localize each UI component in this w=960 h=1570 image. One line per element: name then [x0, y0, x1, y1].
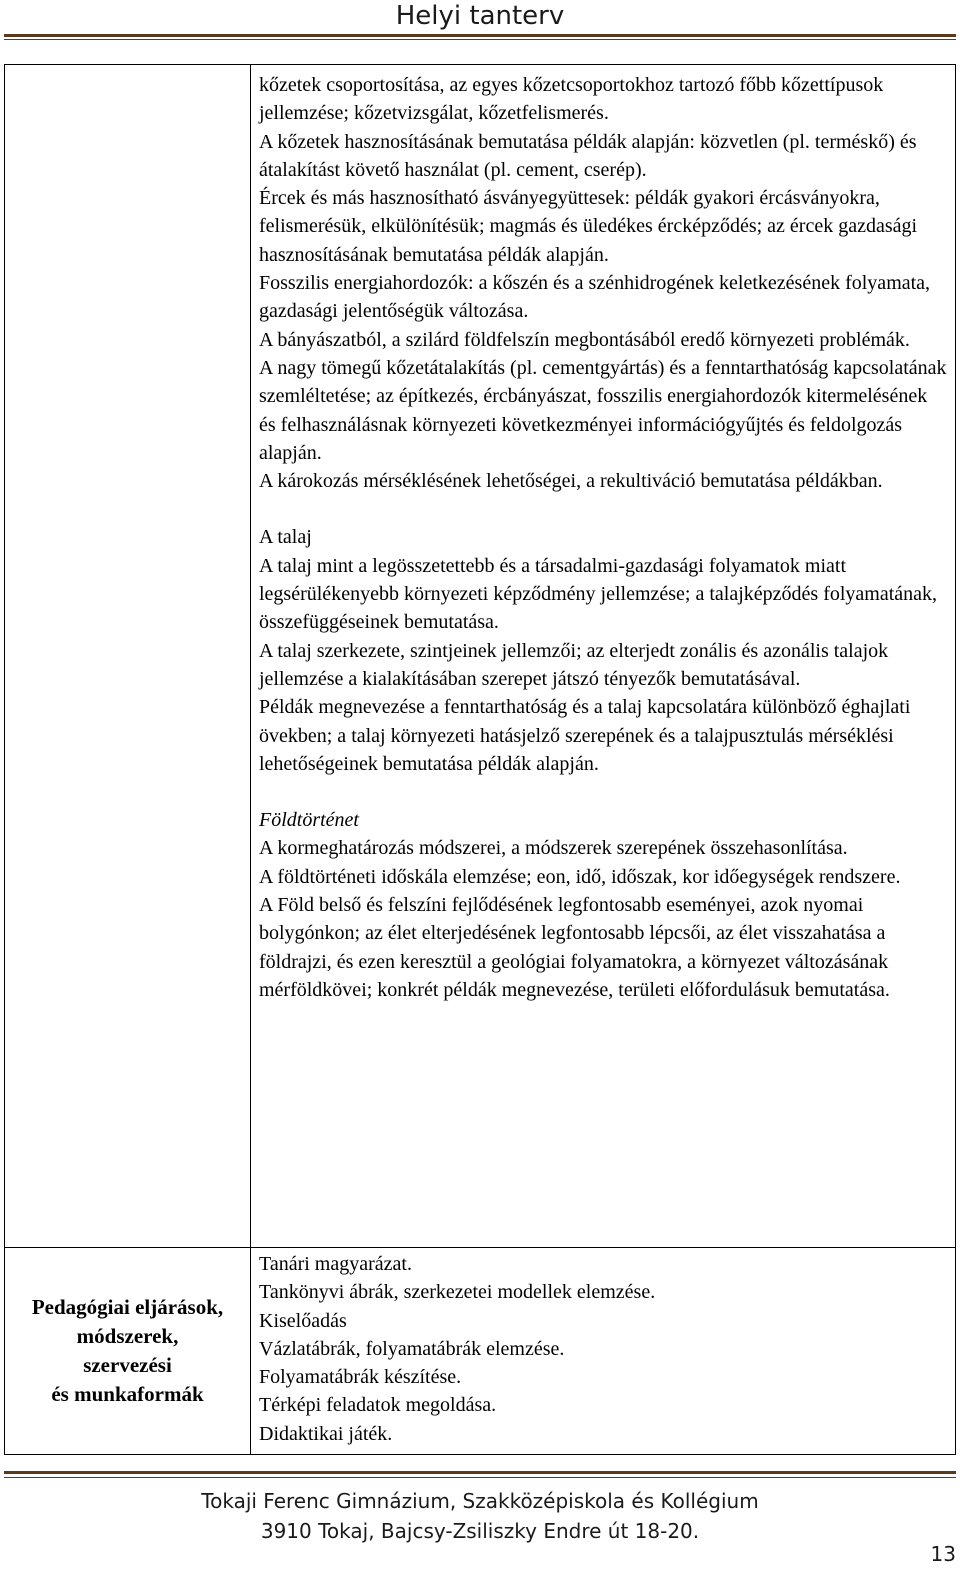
methods-label-cell — [5, 1248, 251, 1455]
header-rule-thin — [4, 39, 956, 40]
methods-item: Vázlatábrák, folyamatábrák elemzése. — [259, 1337, 565, 1360]
content-paragraph: A földtörténeti időskála elemzése; eon, idő, időszak, kor időegységek rendszere. — [259, 865, 901, 888]
methods-item: Térképi feladatok megoldása. — [259, 1394, 497, 1417]
footer-rule — [4, 1471, 956, 1474]
content-paragraph: A nagy tömegű kőzetátalakítás (pl. cementgyártás) és a fenntarthatóság kapcsolatának szemléltetése; az építkezés, ércbányászat, fosszilis energiahordozók kitermelésének és felhasználásnak környezeti következményei információgyűjtés és feldolgozás alapján. — [259, 356, 947, 464]
footer-rule-thin — [4, 1477, 956, 1478]
methods-label-line: módszerek, — [76, 1324, 179, 1348]
methods-item: Kiselőadás — [259, 1309, 347, 1332]
methods-list-cell — [251, 1248, 956, 1455]
content-paragraph: A talaj szerkezete, szintjeinek jellemzői; az elterjedt zonális és azonális talajok jellemzése a kialakításában szerepet játszó tényezők bemutatásával. — [259, 639, 889, 690]
content-paragraph: Fosszilis energiahordozók: a kőszén és a szénhidrogének keletkezésének folyamata, gazdasági jelentőségük változása. — [259, 272, 931, 323]
footer-address: 3910 Tokaj, Bajcsy-Zsiliszky Endre út 18-20. — [260, 1519, 700, 1543]
content-paragraph: kőzetek csoportosítása, az egyes kőzetcsoportokhoz tartozó főbb kőzettípusok jellemzése; kőzetvizsgálat, kőzetfelismerés. — [259, 74, 884, 125]
spacer — [259, 495, 947, 523]
content-paragraph: A Föld belső és felszíni fejlődésének legfontosabb eseményei, azok nyomai bolygónkon; az élet elterjedésének legfontosabb lépcsői, az élet visszahatása a földrajzi, és ezen keresztül a geológiai folyamatokra, a környezet változásának mérföldkövei; konkrét példák megnevezése, területi előfordulásuk bemutatása. — [259, 894, 890, 1001]
content-paragraph: A bányászatból, a szilárd földfelszín megbontásából eredő környezeti problémák. — [259, 328, 910, 351]
section-title-talaj: A talaj — [259, 526, 312, 549]
curriculum-table — [4, 64, 956, 1455]
spacer — [259, 778, 947, 806]
content-paragraph: Ércek és más hasznosítható ásványegyüttesek: példák gyakori ércásványokra, felismerésük, elkülönítésük; magmás és üledékes ércképződés; az ércek gazdasági hasznosításának bemutatása példák alapján. — [259, 187, 918, 266]
content-cell — [251, 65, 956, 1248]
methods-item: Folyamatábrák készítése. — [259, 1366, 462, 1389]
methods-label-line: és munkaformák — [51, 1382, 204, 1406]
content-paragraph: A kőzetek hasznosításának bemutatása példák alapján: közvetlen (pl. terméskő) és átalakítást követő használat (pl. cement, cserép). — [259, 130, 917, 181]
footer-school-name: Tokaji Ferenc Gimnázium, Szakközépiskola és Kollégium — [201, 1489, 759, 1513]
content-paragraph: A kormeghatározás módszerei, a módszerek szerepének összehasonlítása. — [259, 837, 848, 860]
methods-item: Didaktikai játék. — [259, 1422, 393, 1445]
methods-label-line: Pedagógiai eljárások, — [31, 1295, 224, 1319]
empty-label-cell — [5, 65, 251, 1248]
page-footer — [0, 1486, 960, 1546]
page-number: 13 — [930, 1542, 956, 1566]
methods-item: Tankönyvi ábrák, szerkezetei modellek elemzése. — [259, 1281, 656, 1304]
header-rule — [4, 34, 956, 37]
content-paragraph: A károkozás mérséklésének lehetőségei, a rekultiváció bemutatása példákban. — [259, 470, 883, 493]
content-paragraph: Példák megnevezése a fenntarthatóság és a talaj kapcsolatára különböző éghajlati övekben; a talaj környezeti hatásjelző szerepének és a talajpusztulás mérséklési lehetőségeinek bemutatása példák alapján. — [259, 696, 911, 775]
section-title-foldtortenet: Földtörténet — [259, 809, 359, 832]
page-header-title: Helyi tanterv — [395, 1, 565, 31]
methods-label-line: szervezési — [83, 1353, 172, 1377]
content-paragraph: A talaj mint a legösszetettebb és a társadalmi-gazdasági folyamatok miatt legsérülékenyebb környezeti képződmény jellemzése; a talajképződés folyamatának, összefüggéseinek bemutatása. — [259, 554, 938, 634]
methods-item: Tanári magyarázat. — [259, 1253, 412, 1275]
